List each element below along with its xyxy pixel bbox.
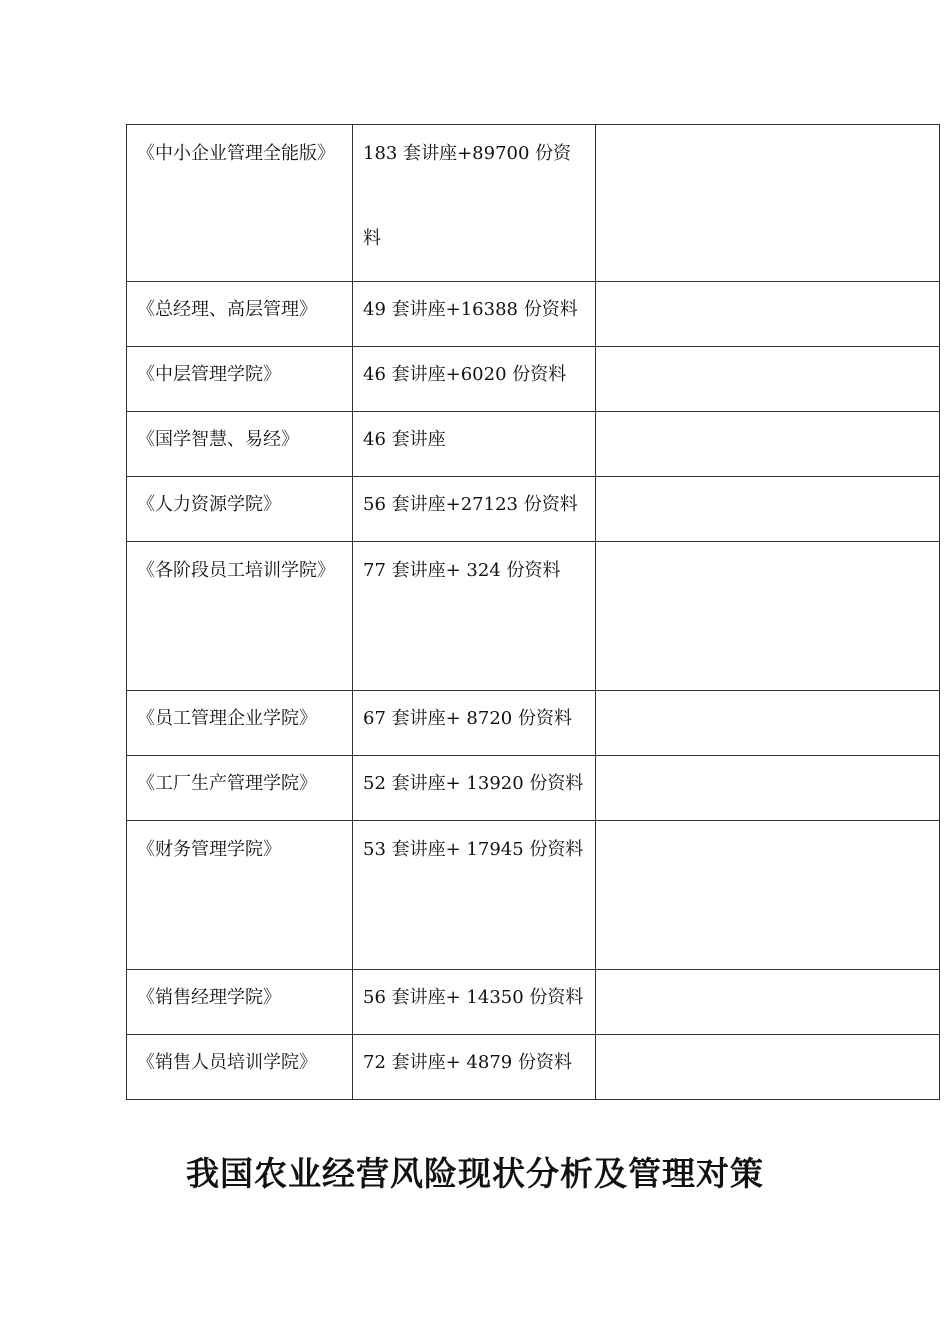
- course-content-cell: [353, 691, 596, 756]
- table-row: [127, 125, 940, 282]
- course-name: 《中小企业管理全能版》: [137, 143, 335, 164]
- table-row: [127, 970, 940, 1035]
- table-row: [127, 282, 940, 347]
- course-name-cell: [127, 821, 353, 970]
- course-content: 56 套讲座+27123 份资料: [363, 494, 578, 515]
- course-content: 67 套讲座+ 8720 份资料: [363, 708, 572, 729]
- course-name: 《人力资源学院》: [137, 494, 281, 515]
- course-content: 72 套讲座+ 4879 份资料: [363, 1052, 572, 1073]
- course-content: 46 套讲座: [363, 429, 446, 450]
- course-note: [596, 691, 939, 705]
- course-name-cell: [127, 347, 353, 412]
- course-name-cell: [127, 691, 353, 756]
- course-content: 46 套讲座+6020 份资料: [363, 364, 567, 385]
- course-note: [596, 477, 939, 491]
- course-name: 《销售人员培训学院》: [137, 1052, 317, 1073]
- course-content-cell: [353, 282, 596, 347]
- course-catalog-table: [126, 124, 940, 1100]
- course-content: 77 套讲座+ 324 份资料: [363, 560, 561, 581]
- table-row: [127, 821, 940, 970]
- course-name-cell: [127, 412, 353, 477]
- course-content: 56 套讲座+ 14350 份资料: [363, 987, 584, 1008]
- course-name: 《销售经理学院》: [137, 987, 281, 1008]
- course-content-cell: [353, 1035, 596, 1100]
- course-note-cell: [596, 756, 940, 821]
- course-content-cell: [353, 347, 596, 412]
- course-content: 52 套讲座+ 13920 份资料: [363, 773, 584, 794]
- course-name-cell: [127, 970, 353, 1035]
- course-content: 53 套讲座+ 17945 份资料: [363, 839, 584, 860]
- course-note: [596, 970, 939, 984]
- course-note: [596, 412, 939, 426]
- course-name: 《工厂生产管理学院》: [137, 773, 317, 794]
- course-note-cell: [596, 412, 940, 477]
- course-content-cell: [353, 970, 596, 1035]
- course-note: [596, 1035, 939, 1049]
- course-note: [596, 347, 939, 361]
- course-note-cell: [596, 691, 940, 756]
- table-row: [127, 347, 940, 412]
- table-row: [127, 691, 940, 756]
- course-content-cell: [353, 125, 596, 282]
- course-name: 《财务管理学院》: [137, 839, 281, 860]
- course-note-cell: [596, 970, 940, 1035]
- course-note-cell: [596, 477, 940, 542]
- course-note: [596, 756, 939, 770]
- course-note-cell: [596, 282, 940, 347]
- course-name-cell: [127, 282, 353, 347]
- course-name-cell: [127, 1035, 353, 1100]
- course-name: 《总经理、高层管理》: [137, 299, 317, 320]
- document-title: 我国农业经营风险现状分析及管理对策: [186, 1154, 764, 1193]
- course-note-cell: [596, 821, 940, 970]
- course-name: 《员工管理企业学院》: [137, 708, 317, 729]
- course-note-cell: [596, 1035, 940, 1100]
- course-content-cell: [353, 542, 596, 691]
- course-name: 《中层管理学院》: [137, 364, 281, 385]
- course-name-cell: [127, 125, 353, 282]
- table-row: [127, 1035, 940, 1100]
- course-content: 183 套讲座+89700 份资料: [363, 143, 572, 249]
- table-row: [127, 542, 940, 691]
- course-content-cell: [353, 821, 596, 970]
- course-content-cell: [353, 412, 596, 477]
- course-note-cell: [596, 125, 940, 282]
- course-note: [596, 282, 939, 296]
- course-content: 49 套讲座+16388 份资料: [363, 299, 578, 320]
- course-note-cell: [596, 347, 940, 412]
- course-name-cell: [127, 542, 353, 691]
- course-note-cell: [596, 542, 940, 691]
- table-row: [127, 412, 940, 477]
- course-name: 《各阶段员工培训学院》: [137, 560, 335, 581]
- course-name: 《国学智慧、易经》: [137, 429, 299, 450]
